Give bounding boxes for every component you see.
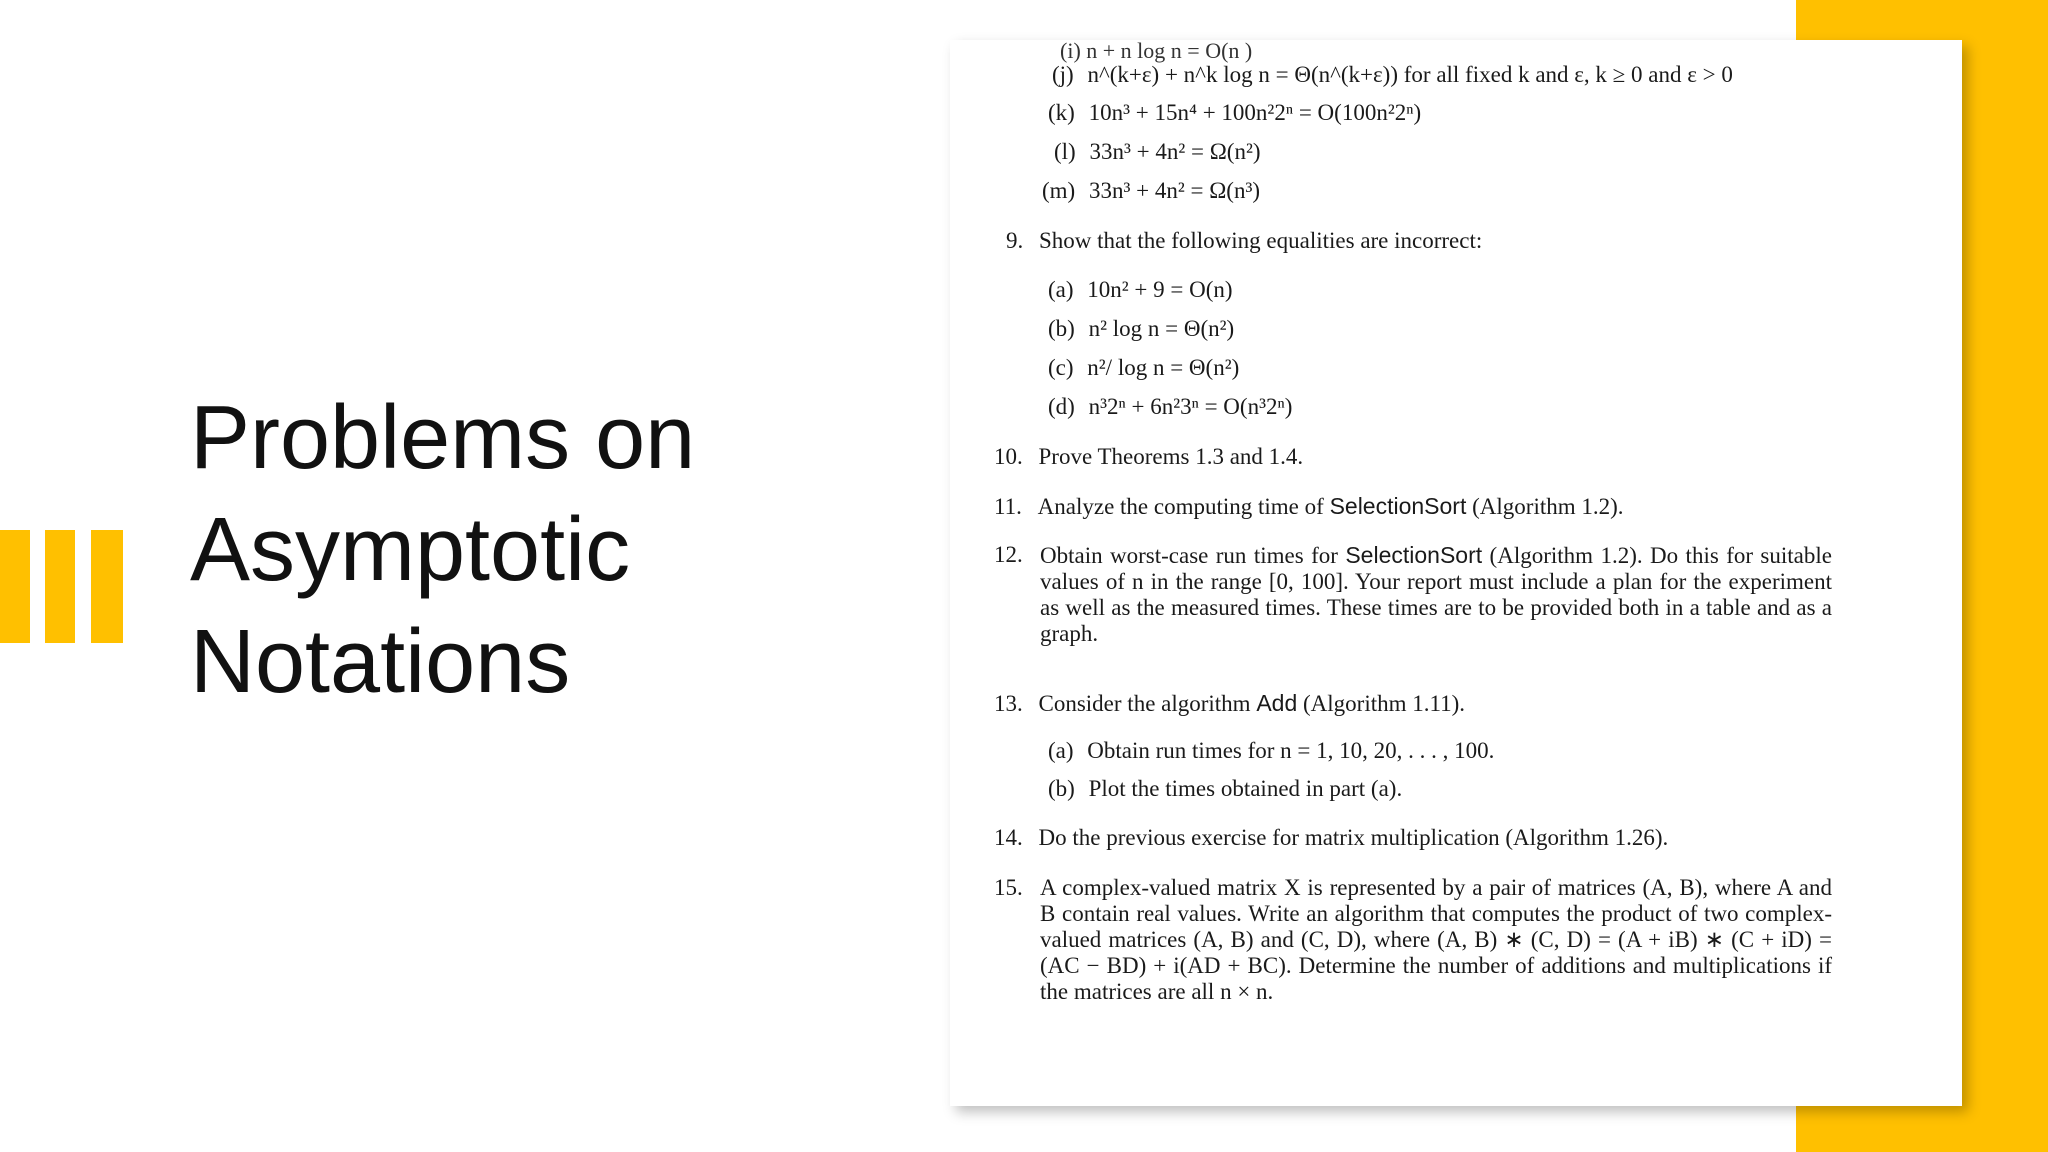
subitem <box>1048 776 1402 802</box>
accent-bar <box>45 530 75 643</box>
algorithm-name: Add <box>1256 690 1298 716</box>
question-number: 13. <box>994 691 1023 716</box>
question-number: 15. <box>994 875 1023 900</box>
subitem <box>1052 62 1733 88</box>
slide-title <box>190 382 890 718</box>
subitem <box>1042 178 1260 204</box>
question-text: Prove Theorems 1.3 and 1.4. <box>1038 444 1304 469</box>
subitem-text: 10n³ + 15n⁴ + 100n²2ⁿ = O(100n²2ⁿ) <box>1088 100 1422 125</box>
subitem-label: (b) <box>1048 316 1075 341</box>
question-number: 10. <box>994 444 1023 469</box>
algorithm-name: SelectionSort <box>1329 493 1467 519</box>
subitem-label: (d) <box>1048 394 1075 419</box>
subitem-text: n³2ⁿ + 6n²3ⁿ = O(n³2ⁿ) <box>1088 394 1293 419</box>
subitem-text: Plot the times obtained in part (a). <box>1088 776 1403 801</box>
question-text: (Algorithm 1.2). <box>1466 494 1624 519</box>
question-15 <box>1040 875 1832 1005</box>
subitem-text: n^(k+ε) + n^k log n = Θ(n^(k+ε)) for all fixed k and ε, k ≥ 0 and ε > 0 <box>1087 62 1733 87</box>
subitem-label: (j) <box>1052 62 1074 87</box>
subitem-label: (a) <box>1048 738 1074 763</box>
question-text: (Algorithm 1.2). Do this for suitable values of n in the range [0, 100]. Your report must include a plan for the experiment as well as the measured times. These times are to be provided both in a table and as a graph. <box>1040 543 1832 646</box>
question-12 <box>1040 542 1832 647</box>
subitem-label: (k) <box>1048 100 1075 125</box>
subitem-text: n² log n = Θ(n²) <box>1088 316 1235 341</box>
algorithm-name: SelectionSort <box>1345 542 1483 568</box>
subitem-label: (m) <box>1042 178 1076 203</box>
cut-off-line: (i) n + n log n = O(n ) <box>1060 38 1253 63</box>
question-text: (Algorithm 1.11). <box>1297 691 1466 716</box>
subitem-label: (b) <box>1048 776 1075 801</box>
subitem-text: 33n³ + 4n² = Ω(n³) <box>1088 178 1261 203</box>
subitem <box>1048 394 1292 420</box>
question-text: Show that the following equalities are incorrect: <box>1039 228 1483 253</box>
subitem-text: 33n³ + 4n² = Ω(n²) <box>1089 139 1261 164</box>
question-text: Consider the algorithm <box>1038 691 1257 716</box>
subitem-label: (a) <box>1048 277 1074 302</box>
question-number: 12. <box>994 542 1023 567</box>
subitem-text: 10n² + 9 = O(n) <box>1087 277 1233 302</box>
accent-bar <box>91 530 123 643</box>
question-9 <box>1006 228 1482 254</box>
question-10 <box>994 444 1303 470</box>
title-line: Asymptotic <box>190 500 631 600</box>
question-number: 9. <box>1006 228 1024 253</box>
title-line: Notations <box>190 612 571 712</box>
question-14 <box>994 825 1668 851</box>
subitem <box>1048 316 1234 342</box>
subitem-text: n²/ log n = Θ(n²) <box>1087 355 1240 380</box>
subitem <box>1048 100 1421 126</box>
subitem <box>1048 738 1494 764</box>
subitem <box>1048 355 1239 381</box>
question-11 <box>994 493 1624 520</box>
question-number: 11. <box>994 494 1022 519</box>
question-text: A complex-valued matrix X is represented by a pair of matrices (A, B), where A and B contain real values. Write an algorithm that computes the product of two complex-valued matrices (A, B) and (C, D), where (A, B) ∗ (C, D) = (A + iB) ∗ (C + iD) = (AC − BD) + i(AD + BC). Determine the number of additions and multiplications if the matrices are all n × n. <box>1040 875 1832 1004</box>
question-number: 14. <box>994 825 1023 850</box>
subitem-text: Obtain run times for n = 1, 10, 20, . . . , 100. <box>1087 738 1495 763</box>
accent-bar <box>0 530 30 643</box>
subitem <box>1054 139 1261 165</box>
question-text: Do the previous exercise for matrix multiplication (Algorithm 1.26). <box>1038 825 1669 850</box>
subitem-label: (l) <box>1054 139 1076 164</box>
document-page-tab <box>1796 40 1926 68</box>
question-13 <box>994 690 1465 717</box>
question-text: Obtain worst-case run times for <box>1040 543 1346 568</box>
subitem <box>1048 277 1233 303</box>
title-line: Problems on <box>190 388 696 488</box>
question-text: Analyze the computing time of <box>1037 494 1330 519</box>
subitem-label: (c) <box>1048 355 1074 380</box>
